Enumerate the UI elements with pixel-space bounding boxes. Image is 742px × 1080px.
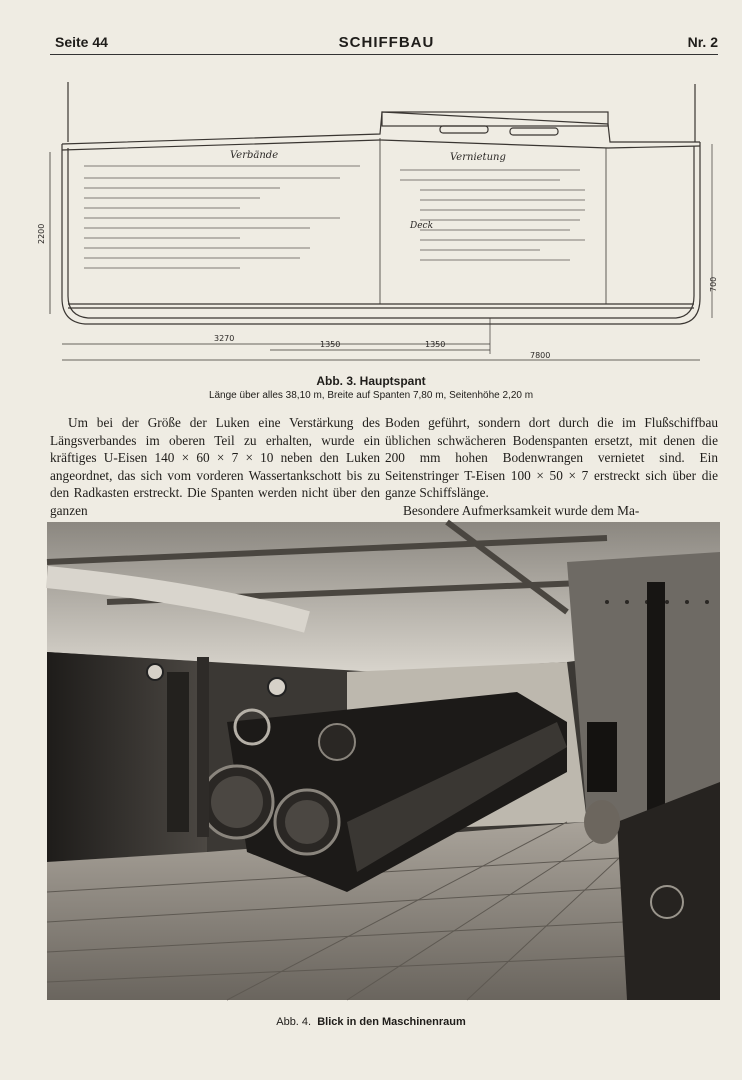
header-rule	[50, 54, 718, 55]
paragraph-right-2: Besondere Aufmerksamkeit wurde dem Ma-	[403, 502, 640, 518]
dim-height-2200: 2200	[37, 223, 46, 244]
engine-room-photo	[47, 522, 720, 1000]
body-text	[50, 414, 718, 518]
figure-4-title: Blick in den Maschinenraum	[317, 1016, 466, 1028]
deck-label: Deck	[410, 221, 434, 231]
dim-1350-b: 1350	[425, 340, 446, 349]
issue-number: Nr. 2	[687, 34, 718, 50]
dim-700: 700	[709, 276, 718, 292]
dim-1350-a: 1350	[320, 340, 341, 349]
page-header	[55, 34, 718, 54]
vernietung-heading: Vernietung	[450, 152, 506, 163]
hauptspant-drawing	[37, 82, 720, 372]
figure-3-caption	[0, 374, 742, 401]
figure-3-subtitle: Länge über alles 38,10 m, Breite auf Spanten 7,80 m, Seitenhöhe 2,20 m	[208, 390, 534, 401]
journal-title: SCHIFFBAU	[338, 34, 435, 51]
paragraph-right-1: Boden geführt, sondern dort durch die im Flußschiffbau üblichen schwächeren Bodenspanten ersetzt, mit denen die 200 mm hohen Bodenwrangen vernietet sind. Ein Seitenstringer T-Eisen 100 × 50 × 7 erstreckt sich über die ganze Schiffslänge.	[385, 415, 718, 501]
figure-3-title: Abb. 3. Hauptspant	[316, 374, 426, 388]
verbaende-heading: Verbände	[230, 150, 279, 161]
dim-7800: 7800	[530, 351, 551, 360]
dim-3270: 3270	[214, 334, 235, 343]
paragraph-left: Um bei der Größe der Luken eine Verstärkung des Längsverbandes im oberen Teil zu erhalten, wurde ein kräftiges U-Eisen 140 × 60 × 7 × 10 neben den Luken angeordnet, das sich vom vorderen Wassertankschott bis zu den Radkasten erstreckt. Die Spanten werden nicht über den ganzen	[50, 415, 380, 518]
figure-4-caption	[0, 1016, 742, 1028]
text-column-left	[50, 414, 380, 520]
figure-4-prefix: Abb. 4.	[276, 1016, 312, 1028]
text-column-right	[385, 414, 718, 520]
page-number: Seite 44	[55, 34, 108, 50]
